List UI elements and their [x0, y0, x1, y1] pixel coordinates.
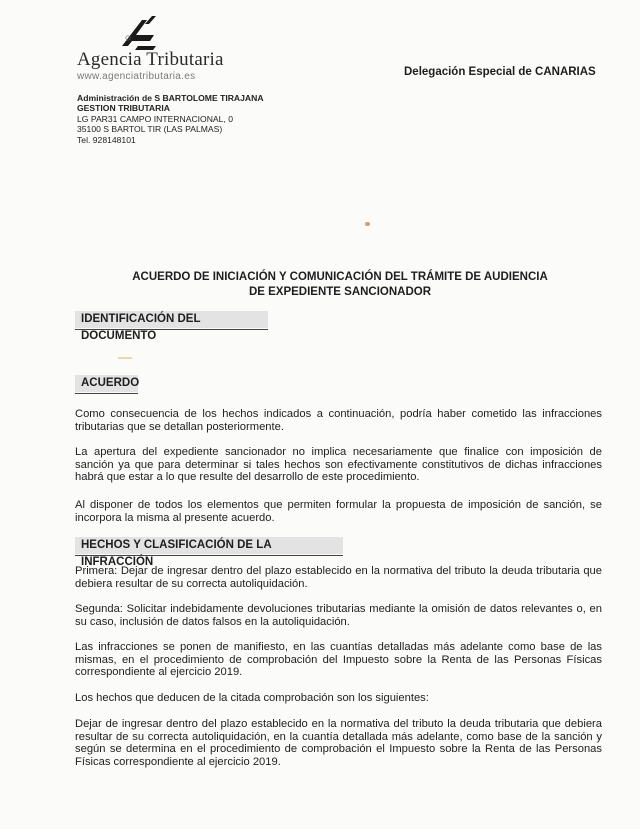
admin-department: GESTION TRIBUTARIA — [77, 103, 170, 114]
admin-office-name: Administración de S BARTOLOME TIRAJANA — [77, 93, 264, 103]
delegation-label: Delegación Especial de CANARIAS — [404, 66, 596, 78]
paragraph-dejar-ingresar: Dejar de ingresar dentro del plazo establecido en la normativa del tributo la deuda tributaria que debiera resultar de su correcta autoliquidación, en la cuantía detallada más adelante, como base de la sanción y según se determina en el procedimiento de comprobación el Impuesto sobre la Renta de las Personas Físicas correspondiente al ejercicio 2019. — [75, 718, 602, 768]
paragraph-disponer: Al disponer de todos los elementos que permiten formular la propuesta de imposición de sanción, se incorpora la misma al presente acuerdo. — [75, 499, 602, 524]
admin-street: LG PAR31 CAMPO INTERNACIONAL, 0 — [77, 113, 234, 124]
section-identificacion — [75, 311, 268, 342]
section-hechos-label: HECHOS Y CLASIFICACIÓN DE LA INFRACCIÓN — [81, 539, 272, 568]
admin-phone: Tel. 928148101 — [77, 134, 136, 145]
paragraph-consecuencia: Como consecuencia de los hechos indicados a continuación, podría haber cometido las infracciones tributarias que se detallan posteriormente. — [75, 408, 602, 433]
document-title — [70, 270, 610, 300]
administration-address — [77, 93, 264, 145]
paragraph-hechos-deducen: Los hechos que deducen de la citada comprobación son los siguientes: — [75, 692, 429, 704]
paragraph-segunda: Segunda: Solicitar indebidamente devoluciones tributarias mediante la omisión de datos relevantes o, en su caso, inclusión de datos falsos en la autoliquidación. — [75, 603, 602, 628]
paper-speck — [365, 222, 370, 226]
agency-website: www.agenciatributaria.es — [77, 71, 196, 82]
paragraph-infracciones: Las infracciones se ponen de manifiesto, en las cuantías detalladas más adelante como base de las mismas, en el procedimiento de comprobación del Impuesto sobre la Renta de las Personas Físicas correspondiente al ejercicio 2019. — [75, 641, 602, 679]
paragraph-primera: Primera: Dejar de ingresar dentro del plazo establecido en la normativa del tributo la deuda tributaria que debiera resultar de su correcta autoliquidación. — [75, 565, 602, 590]
admin-city: 35100 S BARTOL TIR (LAS PALMAS) — [77, 124, 223, 135]
document-title-line1: ACUERDO DE INICIACIÓN Y COMUNICACIÓN DEL TRÁMITE DE AUDIENCIA — [132, 271, 548, 283]
paragraph-apertura: La apertura del expediente sancionador no implica necesariamente que finalice con imposición de sanción ya que para determinar si tales hechos son efectivamente constitutivos de dichas infracciones habrá que estar a lo que resulte del desarrollo de este procedimiento. — [75, 446, 602, 484]
document-title-line2: DE EXPEDIENTE SANCIONADOR — [248, 286, 432, 298]
agencia-tributaria-logo-icon — [112, 14, 164, 54]
section-acuerdo — [75, 375, 138, 392]
faint-mark — [118, 357, 132, 359]
agency-name: Agencia Tributaria — [77, 49, 224, 70]
section-hechos — [75, 537, 343, 568]
section-identificacion-label: IDENTIFICACIÓN DEL DOCUMENTO — [81, 313, 201, 342]
section-acuerdo-label: ACUERDO — [81, 377, 140, 389]
